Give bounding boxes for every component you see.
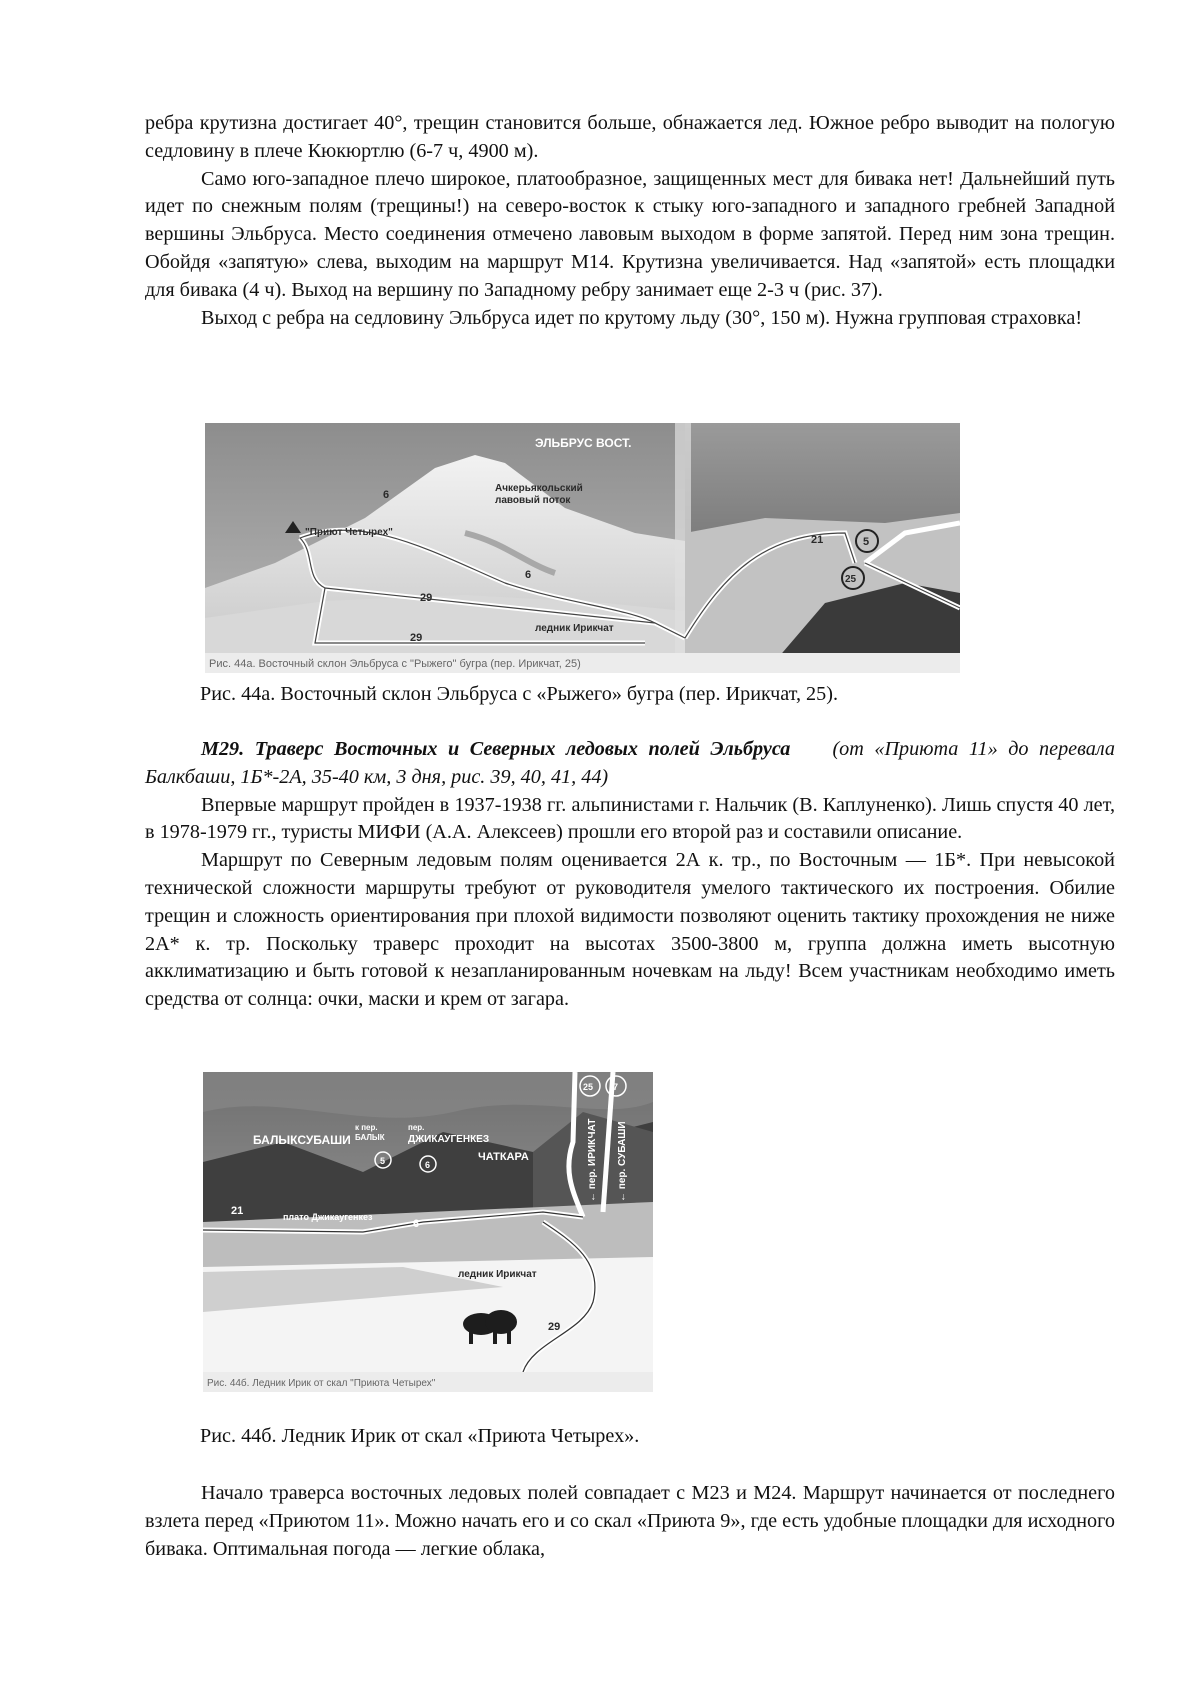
label-plateau: плато Джикаугенкез: [283, 1212, 373, 1222]
label-glacier: ледник Ирикчат: [535, 623, 614, 634]
route-heading: [145, 736, 1115, 792]
route-details: (от «Приюта 11» до перевала Балкбаши, 1Б*-2А, 35-40 км, 3 дня, рис. 39, 40, 41, 44): [145, 738, 1115, 788]
route-number: 21: [231, 1205, 244, 1217]
paragraph: Начало траверса восточных ледовых полей совпадает с М23 и М24. Маршрут начинается от последнего взлета перед «Приютом 11». Можно начать его и со скал «Приюта 9», где есть удобные площадки для исходного бивака. Оптимальная погода — легкие облака,: [145, 1482, 1115, 1560]
figure-44b-photo: [203, 1072, 653, 1392]
pass-number: 7: [613, 1082, 619, 1092]
figure-caption: Рис. 44а. Восточный склон Эльбруса с «Рыжего» бугра (пер. Ирикчат, 25).: [200, 683, 839, 705]
route-number: 6: [413, 1218, 420, 1230]
paragraph: Выход с ребра на седловину Эльбруса идет по крутому льду (30°, 150 м). Нужна групповая страховка!: [201, 306, 1083, 329]
label-pass-dzh-2: ДЖИКАУГЕНКЕЗ: [408, 1134, 490, 1145]
route-number: 29: [548, 1321, 561, 1333]
paragraph: Само юго-западное плечо широкое, платообразное, защищенных мест для бивака нет! Дальнейший путь идет по снежным полям (трещины!) на северо-восток к стыку юго-западного и западного гребней Западной вершины Эльбруса. Место соединения отмечено лавовым выходом в форме запятой. Перед ним зона трещин. Обойдя «запятую» слева, выходим на маршрут М14. Крутизна увеличивается. Над «запятой» есть площадки для бивака (4 ч). Выход на вершину по Западному ребру занимает еще 2-3 ч (рис. 37).: [145, 167, 1115, 301]
label-chatkara: ЧАТКАРА: [478, 1151, 529, 1163]
route-number: 6: [525, 569, 532, 581]
route-number: 29: [410, 632, 423, 644]
pass-number: 25: [583, 1082, 594, 1092]
route-title: М29. Траверс Восточных и Северных ледовых полей Эльбруса: [201, 738, 791, 760]
label-glacier: ледник Ирикчат: [458, 1269, 537, 1280]
label-subashi-pass: ← пер. СУБАШИ: [617, 1121, 628, 1202]
label-lava: Ачкерьякольский: [495, 483, 583, 494]
pass-number: 5: [380, 1156, 386, 1166]
figure-caption: Рис. 44б. Ледник Ирик от скал «Приюта Четырех».: [200, 1425, 640, 1447]
pass-number: 6: [425, 1160, 431, 1170]
inner-caption: Рис. 44а. Восточный склон Эльбруса с "Рыжего" бугра (пер. Ирикчат, 25): [209, 658, 581, 670]
figure-44b-caption-block: [200, 1422, 1100, 1450]
pass-number: 25: [845, 574, 857, 585]
paragraph: ребра крутизна достигает 40°, трещин становится больше, обнажается лед. Южное ребро выводит на пологую седловину в плече Кюкюртлю (6-7 ч, 4900 м).: [145, 112, 1115, 162]
label-pass-balyk: к пер.: [355, 1123, 378, 1132]
route-number: 6: [383, 489, 390, 501]
text-block-mid: [145, 736, 1115, 1014]
inner-caption: Рис. 44б. Ледник Ирик от скал "Приюта Четырех": [207, 1378, 436, 1389]
label-peak: ЭЛЬБРУС ВОСТ.: [535, 436, 632, 450]
label-lava-2: лавовый поток: [495, 495, 571, 506]
route-number: 21: [811, 534, 824, 546]
label-pass-dzh: пер.: [408, 1123, 425, 1132]
figure-44a-caption-block: [200, 680, 1100, 708]
text-block-bottom: [145, 1480, 1115, 1563]
paragraph: Впервые маршрут пройден в 1937-1938 гг. альпинистами г. Нальчик (В. Каплуненко). Лишь спустя 40 лет, в 1978-1979 гг., туристы МИФИ (А.А. Алексеев) прошли его второй раз и составили описание.: [145, 793, 1115, 844]
text-block-top: [145, 110, 1115, 332]
label-pass-balyk-2: БАЛЫК: [355, 1133, 385, 1142]
pass-number: 5: [863, 536, 870, 548]
label-balyksubashi: БАЛЫКСУБАШИ: [253, 1133, 351, 1147]
route-number: 29: [420, 592, 433, 604]
label-shelter: "Приют Четырех": [305, 527, 393, 538]
figure-44a-photo: [205, 423, 960, 673]
label-irikchat-pass: ← пер. ИРИКЧАТ: [587, 1118, 598, 1202]
paragraph: Маршрут по Северным ледовым полям оценивается 2А к. тр., по Восточным — 1Б*. При невысокой технической сложности маршруты требуют от руководителя умелого тактического их построения. Обилие трещин и сложность ориентирования при плохой видимости позволяют оценить тактику прохождения не ниже 2А* к. тр. Поскольку траверс проходит на высотах 3500-3800 м, группа должна иметь высотную акклиматизацию и быть готовой к незапланированным ночевкам на льду! Всем участникам необходимо иметь средства от солнца: очки, маски и крем от загара.: [145, 849, 1115, 1011]
